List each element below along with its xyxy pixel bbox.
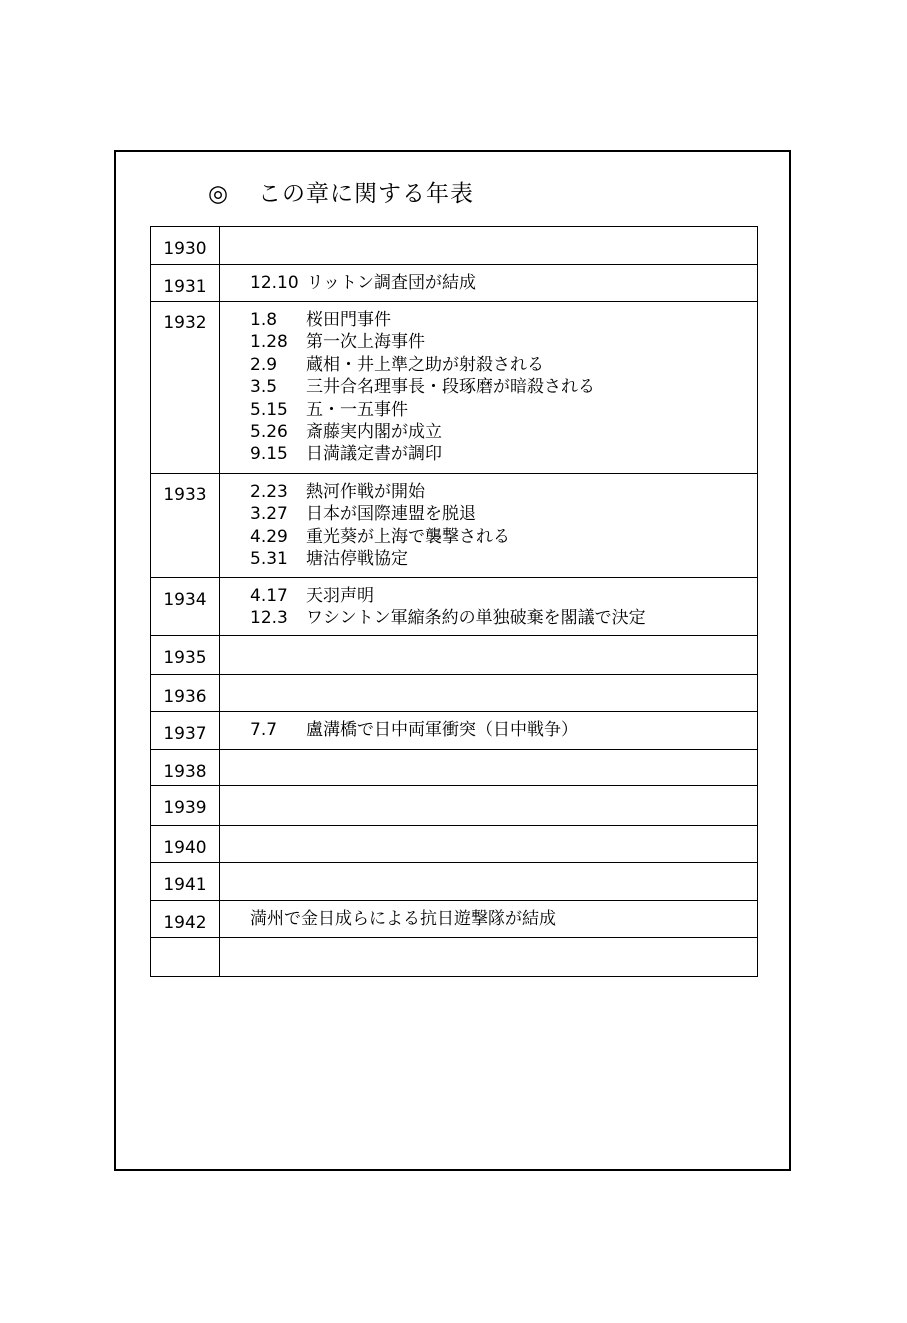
events-cell: [220, 712, 758, 750]
events-cell: [220, 577, 758, 636]
event-line: [250, 354, 757, 376]
event-date: 5.31: [250, 549, 288, 570]
year-cell: [151, 786, 220, 826]
event-text: 盧溝橋で日中両軍衝突（日中戦争）: [306, 720, 578, 741]
chronology-row: [151, 227, 758, 265]
year-cell: [151, 901, 220, 938]
chronology-row: [151, 750, 758, 786]
events-cell: [220, 675, 758, 712]
events-cell: [220, 750, 758, 786]
event-line: [250, 443, 757, 465]
event-date: 1.28: [250, 332, 288, 353]
year-cell: [151, 227, 220, 265]
event-date: 2.23: [250, 482, 288, 502]
year-label: 1934: [163, 589, 207, 610]
year-cell: [151, 712, 220, 750]
event-line: [250, 331, 757, 353]
event-line: [250, 548, 757, 570]
event-text: 満州で金日成らによる抗日遊撃隊が結成: [250, 909, 556, 930]
year-cell: [151, 636, 220, 675]
chronology-row: [151, 786, 758, 826]
chronology-row: [151, 636, 758, 675]
chronology-row: [151, 826, 758, 863]
event-date: 4.17: [250, 585, 288, 606]
event-text: 日本が国際連盟を脱退: [306, 504, 476, 525]
event-line: [250, 607, 757, 629]
event-line: [250, 719, 757, 741]
event-date: 3.27: [250, 504, 288, 525]
event-text: 五・一五事件: [306, 399, 408, 420]
year-label: 1937: [163, 724, 207, 745]
chronology-table: [150, 226, 758, 977]
event-text: 塘沽停戦協定: [306, 549, 408, 570]
year-label: 1932: [163, 313, 207, 333]
year-label: 1933: [163, 485, 207, 505]
events-cell: [220, 786, 758, 826]
event-date: 2.9: [250, 354, 278, 375]
event-text: 重光葵が上海で襲撃される: [306, 526, 510, 547]
events-cell: [220, 474, 758, 578]
year-label: 1931: [163, 277, 207, 297]
year-label: 1936: [163, 687, 207, 708]
year-cell: [151, 826, 220, 863]
event-text: ワシントン軍縮条約の単独破棄を閣議で決定: [306, 608, 646, 629]
year-label: 1930: [163, 239, 207, 259]
event-line: [250, 399, 757, 421]
event-line: [250, 376, 757, 398]
events-cell: [220, 826, 758, 863]
event-date: 5.15: [250, 399, 288, 420]
event-date: 12.3: [250, 608, 288, 629]
chronology-row: [151, 901, 758, 938]
year-label: [151, 938, 219, 950]
year-cell: [151, 938, 220, 977]
year-cell: [151, 265, 220, 302]
double-circle-icon: ◎: [208, 181, 230, 207]
year-label: 1939: [163, 798, 207, 819]
event-line: [250, 481, 757, 503]
event-text: リットン調査団が結成: [306, 273, 476, 293]
event-date: 1.8: [250, 310, 278, 330]
chronology-row: [151, 302, 758, 474]
event-line: [250, 309, 757, 331]
chronology-row: [151, 863, 758, 901]
events-cell: [220, 265, 758, 302]
chronology-table-body: [151, 227, 758, 977]
year-label: 1942: [163, 913, 207, 934]
year-cell: [151, 750, 220, 786]
chronology-row: [151, 474, 758, 578]
event-line: [250, 503, 757, 525]
chronology-title-text: この章に関する年表: [258, 181, 474, 207]
chronology-row: [151, 265, 758, 302]
event-text: 蔵相・井上準之助が射殺される: [306, 354, 544, 375]
year-cell: [151, 863, 220, 901]
event-text: 第一次上海事件: [306, 332, 425, 353]
event-line: [250, 272, 757, 294]
chronology-row: [151, 577, 758, 636]
event-text: 日満議定書が調印: [306, 444, 442, 465]
events-cell: [220, 227, 758, 265]
chronology-row: [151, 675, 758, 712]
event-date: 5.26: [250, 422, 288, 443]
event-text: 天羽声明: [306, 585, 374, 606]
year-cell: [151, 474, 220, 578]
event-line: [250, 526, 757, 548]
event-text: 三井合名理事長・段琢磨が暗殺される: [306, 377, 595, 398]
year-cell: [151, 577, 220, 636]
event-line: [250, 585, 757, 607]
event-text: 熱河作戦が開始: [306, 482, 425, 502]
events-cell: [220, 901, 758, 938]
event-text: 斎藤実内閣が成立: [306, 422, 442, 443]
events-cell: [220, 302, 758, 474]
event-text: 桜田門事件: [306, 310, 391, 330]
events-cell: [220, 938, 758, 977]
chronology-row: [151, 938, 758, 977]
event-date: 3.5: [250, 377, 278, 398]
year-label: 1941: [163, 875, 207, 896]
year-cell: [151, 675, 220, 712]
chronology-title: [208, 178, 474, 210]
events-cell: [220, 863, 758, 901]
year-label: 1940: [163, 838, 207, 859]
event-line: [250, 421, 757, 443]
event-date: 12.10: [250, 273, 299, 293]
year-label: 1938: [163, 762, 207, 783]
chronology-row: [151, 712, 758, 750]
year-cell: [151, 302, 220, 474]
year-label: 1935: [163, 648, 207, 669]
event-date: 7.7: [250, 720, 278, 741]
event-date: 9.15: [250, 444, 288, 465]
event-date: 4.29: [250, 526, 288, 547]
event-line: [250, 908, 757, 930]
events-cell: [220, 636, 758, 675]
